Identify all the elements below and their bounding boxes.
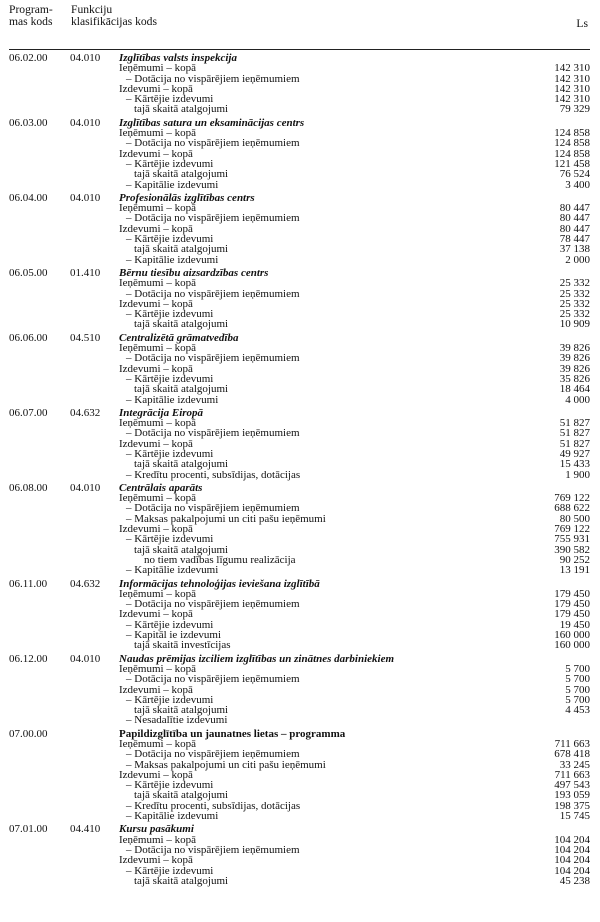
- section-title: Centrālais aparāts: [119, 481, 203, 494]
- row-label: – Dotācija no vispārējiem ieņēmumiem: [126, 72, 300, 85]
- row-label: – Kapitālie izdevumi: [126, 810, 219, 823]
- row-label: Ieņēmumi – kopā: [119, 587, 196, 600]
- row-value: 124 858: [554, 127, 590, 140]
- function-code: 04.010: [70, 481, 101, 494]
- row-label: – Dotācija no vispārējiem ieņēmumiem: [126, 502, 300, 515]
- row-label: – Dotācija no vispārējiem ieņēmumiem: [126, 212, 300, 225]
- section-title: Izglītības valsts inspekcija: [119, 52, 237, 64]
- table-row: [9, 244, 590, 254]
- table-row: [9, 866, 590, 876]
- program-code: 06.11.00: [9, 577, 48, 590]
- function-code: 04.510: [70, 331, 101, 344]
- row-value: 2 000: [565, 253, 590, 266]
- row-label: Ieņēmumi – kopā: [119, 492, 196, 505]
- row-label: tajā skaitā atalgojumi: [134, 543, 229, 556]
- row-label: Ieņēmumi – kopā: [119, 738, 196, 750]
- row-value: 755 931: [554, 533, 590, 546]
- row-label: Izdevumi – kopā: [119, 523, 193, 536]
- row-value: 25 332: [559, 297, 590, 310]
- program-code: 07.00.00: [9, 727, 48, 740]
- row-value: 5 700: [565, 662, 590, 675]
- table-row: [9, 685, 590, 695]
- row-value: 1 900: [565, 468, 590, 481]
- row-label: tajā skaitā atalgojumi: [134, 318, 229, 331]
- row-value: 51 827: [559, 427, 590, 440]
- table-row: [9, 674, 590, 684]
- row-value: 39 826: [559, 342, 590, 355]
- row-value: 5 700: [565, 683, 590, 696]
- row-value: 39 826: [559, 362, 590, 375]
- header-function-code: Funkciju klasifikācijas kods: [71, 3, 157, 28]
- row-value: 497 543: [554, 779, 590, 792]
- row-label: – Kārtējie izdevumi: [126, 864, 214, 877]
- table-row: [9, 514, 590, 524]
- table-row: [9, 801, 590, 811]
- row-label: – Kārtējie izdevumi: [126, 618, 214, 631]
- row-label: – Kapitālie izdevumi: [126, 564, 219, 577]
- table-row: [9, 180, 590, 190]
- row-label: Ieņēmumi – kopā: [119, 277, 196, 290]
- table-row: [9, 855, 590, 865]
- table-row: [9, 630, 590, 640]
- row-value: 688 622: [554, 502, 590, 515]
- table-row: [9, 353, 590, 363]
- row-label: – Dotācija no vispārējiem ieņēmumiem: [126, 843, 300, 856]
- row-value: 769 122: [554, 523, 590, 536]
- row-value: 179 450: [554, 587, 590, 600]
- program-code: 07.01.00: [9, 823, 48, 836]
- row-value: 51 827: [559, 437, 590, 450]
- row-label: – Kārtējie izdevumi: [126, 693, 214, 706]
- row-value: 25 332: [559, 277, 590, 290]
- row-label: – Kārtējie izdevumi: [126, 233, 214, 246]
- table-row: [9, 534, 590, 544]
- table-row: [9, 555, 590, 565]
- row-value: 25 332: [559, 287, 590, 300]
- function-code: 04.010: [70, 652, 101, 665]
- row-label: Izdevumi – kopā: [119, 437, 193, 450]
- row-value: 10 909: [559, 318, 590, 331]
- row-value: 193 059: [554, 789, 590, 802]
- row-label: tajā skaitā atalgojumi: [134, 704, 229, 717]
- row-value: 25 332: [559, 308, 590, 321]
- row-label: – Dotācija no vispārējiem ieņēmumiem: [126, 137, 300, 150]
- section-title: Informācijas tehnoloģijas ieviešana izglītībā: [119, 577, 320, 590]
- table-row: [9, 159, 590, 169]
- row-label: Ieņēmumi – kopā: [119, 662, 196, 675]
- row-label: – Dotācija no vispārējiem ieņēmumiem: [126, 673, 300, 686]
- row-value: 104 204: [554, 843, 590, 856]
- program-code: 06.02.00: [9, 52, 48, 64]
- row-value: 49 927: [559, 447, 590, 460]
- row-label: – Maksas pakalpojumi un citi pašu ieņēmumi: [126, 758, 326, 771]
- function-code: 04.632: [70, 406, 101, 419]
- row-value: 142 310: [554, 62, 590, 75]
- table-row: [9, 234, 590, 244]
- table-row: [9, 449, 590, 459]
- row-label: no tiem vadības līgumu realizācija: [144, 553, 296, 566]
- row-value: 124 858: [554, 147, 590, 160]
- table-row: [9, 760, 590, 770]
- row-value: 4 000: [565, 393, 590, 406]
- row-label: tajā skaitā atalgojumi: [134, 168, 229, 181]
- table-row: [9, 620, 590, 630]
- table-row: [9, 364, 590, 374]
- section-title: Bērnu tiesību aizsardzības centrs: [119, 266, 269, 279]
- section-title-row: [9, 408, 590, 418]
- row-value: 33 245: [559, 758, 590, 771]
- row-label: Izdevumi – kopā: [119, 82, 193, 95]
- row-value: 78 447: [559, 233, 590, 246]
- table-row: [9, 715, 590, 725]
- row-label: – Kredītu procenti, subsīdijas, dotācijas: [126, 468, 301, 481]
- row-label: tajā skaitā atalgojumi: [134, 383, 229, 396]
- row-label: – Dotācija no vispārējiem ieņēmumiem: [126, 287, 300, 300]
- row-value: 5 700: [565, 693, 590, 706]
- table-row: [9, 524, 590, 534]
- row-value: 4 453: [565, 704, 590, 717]
- row-value: 13 191: [559, 564, 590, 577]
- table-row: [9, 845, 590, 855]
- section-title-row: [9, 483, 590, 493]
- row-value: 104 204: [554, 864, 590, 877]
- table-row: [9, 213, 590, 223]
- row-value: 35 826: [559, 372, 590, 385]
- row-label: – Kārtējie izdevumi: [126, 779, 214, 792]
- row-label: – Kapitālie izdevumi: [126, 253, 219, 266]
- row-label: – Dotācija no vispārējiem ieņēmumiem: [126, 427, 300, 440]
- row-label: Izdevumi – kopā: [119, 362, 193, 375]
- table-row: [9, 299, 590, 309]
- row-value: 80 447: [559, 202, 590, 215]
- section-title-row: [9, 654, 590, 664]
- row-value: 142 310: [554, 82, 590, 95]
- row-label: Ieņēmumi – kopā: [119, 833, 196, 846]
- program-code: 06.07.00: [9, 406, 48, 419]
- row-label: Ieņēmumi – kopā: [119, 62, 196, 75]
- table-row: [9, 811, 590, 821]
- table-row: [9, 395, 590, 405]
- table-row: [9, 439, 590, 449]
- section-title-row: [9, 268, 590, 278]
- section-title: Centralizētā grāmatvedība: [119, 331, 239, 344]
- section-title: Izglītības satura un eksaminācijas centrs: [119, 116, 305, 129]
- budget-table: [9, 4, 590, 886]
- row-label: – Kārtējie izdevumi: [126, 372, 214, 385]
- program-code: 06.04.00: [9, 191, 48, 204]
- row-value: 80 447: [559, 212, 590, 225]
- row-value: 3 400: [565, 178, 590, 191]
- section-title-row: [9, 193, 590, 203]
- row-value: 769 122: [554, 492, 590, 505]
- table-row: [9, 565, 590, 575]
- table-row: [9, 545, 590, 555]
- table-row: [9, 319, 590, 329]
- table-row: [9, 169, 590, 179]
- row-value: 90 252: [559, 553, 590, 566]
- program-code: 06.06.00: [9, 331, 48, 344]
- row-value: 45 238: [559, 874, 590, 887]
- section-title: Profesionālās izglītības centrs: [119, 191, 255, 204]
- section-title: Naudas prēmijas izciliem izglītības un zinātnes darbiniekiem: [119, 652, 395, 665]
- table-row: [9, 149, 590, 159]
- program-code: 06.12.00: [9, 652, 48, 665]
- row-label: – Kapitālie izdevumi: [126, 178, 219, 191]
- row-value: 179 450: [554, 608, 590, 621]
- row-label: – Kredītu procenti, subsīdijas, dotācijas: [126, 799, 301, 812]
- row-label: – Dotācija no vispārējiem ieņēmumiem: [126, 598, 300, 611]
- table-row: [9, 255, 590, 265]
- row-label: tajā skaitā atalgojumi: [134, 103, 229, 116]
- program-code: 06.08.00: [9, 481, 48, 494]
- row-value: 104 204: [554, 833, 590, 846]
- section-title-row: [9, 53, 590, 63]
- row-value: 121 458: [554, 157, 590, 170]
- row-label: – Kārtējie izdevumi: [126, 533, 214, 546]
- row-label: Ieņēmumi – kopā: [119, 342, 196, 355]
- table-row: [9, 428, 590, 438]
- table-header: [9, 4, 590, 49]
- table-row: [9, 770, 590, 780]
- table-row: [9, 104, 590, 114]
- table-row: [9, 74, 590, 84]
- row-label: tajā skaitā atalgojumi: [134, 243, 229, 256]
- section-title: Kursu pasākumi: [119, 823, 194, 836]
- program-code: 06.05.00: [9, 266, 48, 279]
- row-label: Izdevumi – kopā: [119, 222, 193, 235]
- table-row: [9, 695, 590, 705]
- row-value: 678 418: [554, 748, 590, 761]
- table-row: [9, 94, 590, 104]
- program-code: 06.03.00: [9, 116, 48, 129]
- header-amount-currency: Ls: [576, 17, 588, 30]
- section-title-row: [9, 729, 590, 739]
- row-label: tajā skaitā atalgojumi: [134, 789, 229, 802]
- row-label: tajā skaitā investīcijas: [134, 639, 231, 652]
- section-title: Papildizglītība un jaunatnes lietas – programma: [119, 727, 346, 740]
- row-value: 19 450: [559, 618, 590, 631]
- row-value: 76 524: [559, 168, 590, 181]
- section-title-row: [9, 333, 590, 343]
- row-label: Ieņēmumi – kopā: [119, 202, 196, 215]
- row-value: 79 329: [559, 103, 590, 116]
- row-value: 15 433: [559, 458, 590, 471]
- row-label: – Kārtējie izdevumi: [126, 157, 214, 170]
- table-row: [9, 599, 590, 609]
- row-label: Ieņēmumi – kopā: [119, 127, 196, 140]
- row-label: Izdevumi – kopā: [119, 297, 193, 310]
- row-label: – Maksas pakalpojumi un citi pašu ieņēmumi: [126, 512, 326, 525]
- row-value: 15 745: [559, 810, 590, 823]
- table-row: [9, 384, 590, 394]
- section-title-row: [9, 824, 590, 834]
- function-code: 04.410: [70, 823, 101, 836]
- row-value: 39 826: [559, 352, 590, 365]
- table-row: [9, 289, 590, 299]
- header-program-code: Program-mas kods: [9, 3, 53, 28]
- row-label: tajā skaitā atalgojumi: [134, 458, 229, 471]
- row-label: – Kārtējie izdevumi: [126, 93, 214, 106]
- row-label: Izdevumi – kopā: [119, 854, 193, 867]
- row-value: 5 700: [565, 673, 590, 686]
- section-title: Integrācija Eiropā: [119, 406, 204, 419]
- row-value: 160 000: [554, 629, 590, 642]
- row-value: 160 000: [554, 639, 590, 652]
- row-label: – Kapitāl ie izdevumi: [126, 629, 221, 642]
- table-row: [9, 138, 590, 148]
- row-label: Ieņēmumi – kopā: [119, 417, 196, 430]
- row-value: 51 827: [559, 417, 590, 430]
- row-value: 80 447: [559, 222, 590, 235]
- row-value: 142 310: [554, 72, 590, 85]
- row-label: Izdevumi – kopā: [119, 683, 193, 696]
- row-label: Izdevumi – kopā: [119, 147, 193, 160]
- function-code: 01.410: [70, 266, 101, 279]
- function-code: 04.010: [70, 116, 101, 129]
- function-code: 04.010: [70, 52, 101, 64]
- table-row: [9, 876, 590, 886]
- row-label: – Kārtējie izdevumi: [126, 447, 214, 460]
- table-row: [9, 609, 590, 619]
- table-row: [9, 374, 590, 384]
- row-value: 124 858: [554, 137, 590, 150]
- table-row: [9, 780, 590, 790]
- table-row: [9, 470, 590, 480]
- table-row: [9, 640, 590, 650]
- table-body: [9, 53, 590, 886]
- row-value: 104 204: [554, 854, 590, 867]
- row-value: 711 663: [554, 738, 590, 750]
- row-label: – Kārtējie izdevumi: [126, 308, 214, 321]
- row-value: 179 450: [554, 598, 590, 611]
- row-value: 18 464: [559, 383, 590, 396]
- header-rule: [9, 49, 590, 50]
- row-value: 711 663: [554, 768, 590, 781]
- row-value: 198 375: [554, 799, 590, 812]
- function-code: 04.632: [70, 577, 101, 590]
- row-value: 37 138: [559, 243, 590, 256]
- section-title-row: [9, 118, 590, 128]
- row-label: – Nesadalītie izdevumi: [126, 714, 228, 727]
- table-row: [9, 224, 590, 234]
- table-row: [9, 84, 590, 94]
- row-label: Izdevumi – kopā: [119, 608, 193, 621]
- table-row: [9, 309, 590, 319]
- row-label: tajā skaitā atalgojumi: [134, 874, 229, 887]
- row-value: 142 310: [554, 93, 590, 106]
- function-code: 04.010: [70, 191, 101, 204]
- table-row: [9, 278, 590, 288]
- table-row: [9, 705, 590, 715]
- row-label: – Kapitālie izdevumi: [126, 393, 219, 406]
- section-title-row: [9, 579, 590, 589]
- row-label: – Dotācija no vispārējiem ieņēmumiem: [126, 748, 300, 761]
- row-label: Izdevumi – kopā: [119, 768, 193, 781]
- row-value: 390 582: [554, 543, 590, 556]
- row-value: 80 500: [559, 512, 590, 525]
- row-label: – Dotācija no vispārējiem ieņēmumiem: [126, 352, 300, 365]
